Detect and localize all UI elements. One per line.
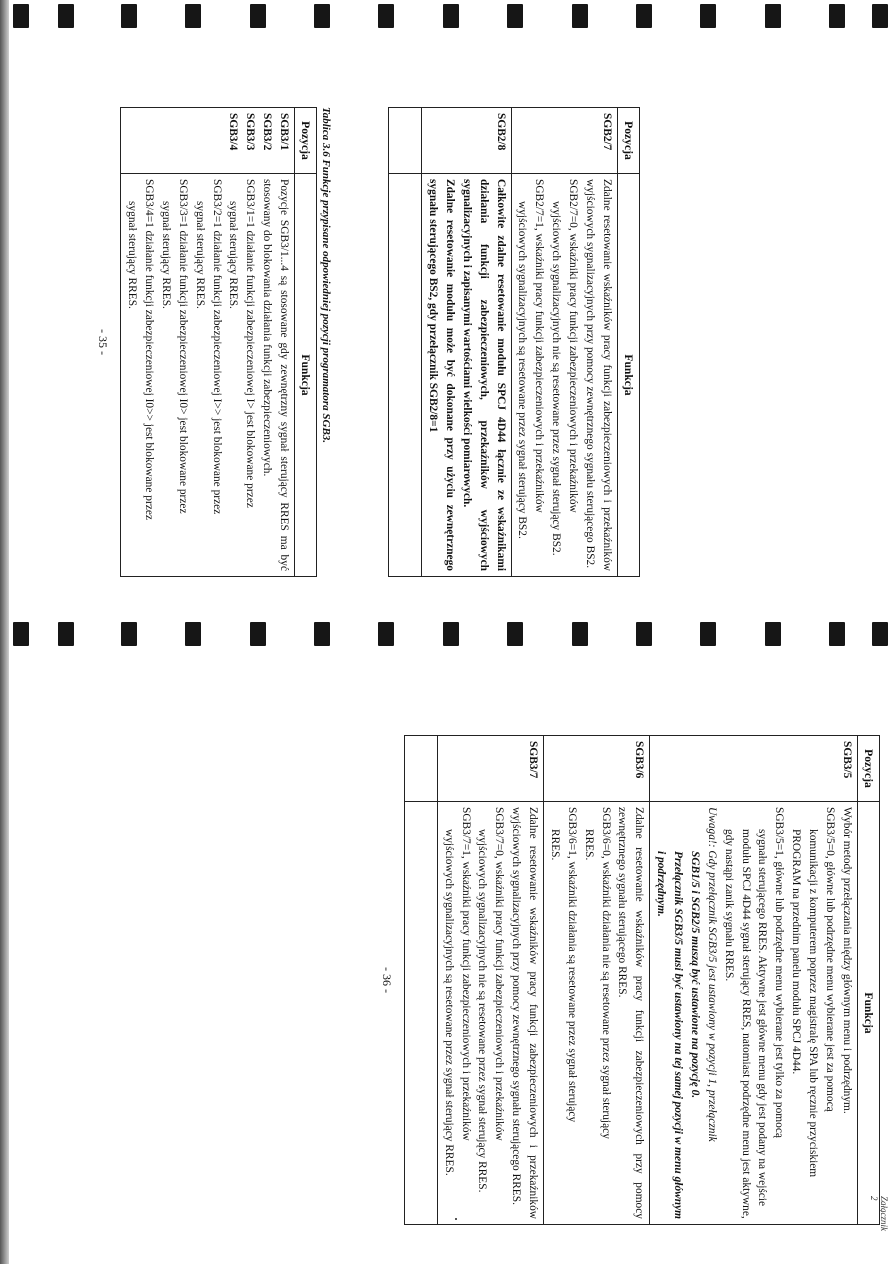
binding-hole <box>700 622 716 646</box>
function-cell <box>422 174 511 577</box>
text-line: Zdalne resetowanie wskaźników pracy funkcji zabezpieczeniowych i przekaźników wyjściowych sygnalizacyjnych przy pomocy zewnętrznego sygnału sterującego BS2. <box>583 179 613 571</box>
text-line: sygnału sterującego RRES. Aktywne jest główne menu gdy jest podany na wejście modułu SPCJ 4D44 sygnał sterujący RRES, natomiast podrzędne menu jest aktywne, gdy nastąpi zanik sygnału RRES. <box>722 829 769 1219</box>
binding-hole <box>314 4 330 28</box>
text-line: wyjściowych sygnalizacyjnych nie są resetowane przez sygnał sterujący RRES. <box>476 829 489 1193</box>
text-line: SGB3/7=0, wskaźniki pracy funkcji zabezpieczeniowych i przekaźników <box>493 807 506 1141</box>
table-row <box>121 108 295 577</box>
table-row <box>544 736 650 1225</box>
text-line: Uwaga!: Gdy przełącznik SGB3/5 jest ustawiony w pozycji 1, przełącznik <box>705 807 718 1142</box>
text-line: Pozycje SGB3/1...4 są stosowane gdy zewnętrzny sygnał sterujący RRES ma być stosowany do blokowania działania funkcji zabezpieczeniowych. <box>261 179 291 571</box>
text-line: SGB3/3=1 działanie funkcji zabezpieczeniowej I0> jest blokowane przez <box>176 179 189 514</box>
binding-hole <box>765 4 781 28</box>
binding-hole <box>765 622 781 646</box>
speck <box>455 1218 457 1220</box>
function-cell <box>650 802 858 1225</box>
binding-hole <box>378 4 394 28</box>
text-line: SGB2/7=1, wskaźniki pracy funkcji zabezpieczeniowych i przekaźników <box>533 179 546 513</box>
function-cell <box>121 174 295 577</box>
position-label: SGB3/2 <box>261 113 274 151</box>
sgb2-table <box>388 107 640 577</box>
empty-row <box>404 736 437 1225</box>
position-cell: SGB3/7 <box>437 736 543 802</box>
binding-holes-top <box>0 4 893 34</box>
text-line: SGB3/6=1, wskaźniki działania są resetowane przez sygnał sterujący <box>565 807 578 1123</box>
text-line: wyjściowych sygnalizacyjnych są resetowane przez sygnał sterujący BS2. <box>516 201 529 539</box>
table-row <box>511 108 617 577</box>
binding-hole <box>58 4 74 28</box>
position-cell: SGB3/6 <box>544 736 650 802</box>
binding-hole <box>700 4 716 28</box>
table-caption: Tablica 3.6 Funkcje przypisane odpowiedniej pozycji programatora SGB3. <box>320 107 333 444</box>
table-row <box>422 108 511 577</box>
binding-hole <box>58 622 74 646</box>
binding-holes-middle <box>0 622 893 652</box>
header-funkcja-2: Funkcja <box>295 174 317 577</box>
position-cell <box>121 108 295 174</box>
function-cell <box>511 174 617 577</box>
page-35 <box>96 107 640 577</box>
binding-hole <box>121 4 137 28</box>
position-cell: SGB3/5 <box>650 736 858 802</box>
text-line: Zdalne resetowanie modułu może być dokonane przy użyciu zewnętrznego sygnału sterującego BS2, gdy przełącznik SGB2/8=1 <box>427 179 456 571</box>
table-row <box>650 736 858 1225</box>
table-row <box>437 736 543 1225</box>
text-line: SGB3/5=1, główne lub podrzędne menu wybierane jest tylko za pomocą <box>773 807 786 1138</box>
empty-cell <box>404 736 437 802</box>
text-line: Zdalne resetowanie wskaźników pracy funkcji zabezpieczeniowych i przekaźników wyjściowych sygnalizacyjnych przy pomocy zewnętrznego sygnału sterującego RRES. <box>510 807 540 1219</box>
binding-hole <box>443 4 459 28</box>
sgb3-table <box>120 107 317 577</box>
sgb3-continued-table <box>404 735 880 1225</box>
function-cell <box>544 802 650 1225</box>
text-line: SGB3/6=0, wskaźniki działania nie są resetowane przez sygnał sterujący <box>599 807 612 1139</box>
empty-cell <box>389 174 422 577</box>
binding-hole <box>314 622 330 646</box>
binding-hole <box>572 4 588 28</box>
header-funkcja: Funkcja <box>617 174 639 577</box>
binding-hole <box>829 4 845 28</box>
text-line: Całkowite zdalne resetowanie modułu SPCJ 4D44 łącznie ze wskaźnikami działania funkcji zabezpieczeniowych, przekaźników wyjściowych sygnalizacyjnych i zapisanymi wartościami wielkości pomiarowych. <box>460 179 507 571</box>
text-line: SGB3/2=1 działanie funkcji zabezpieczeniowej I>> jest blokowane przez <box>210 179 223 515</box>
text-line: SGB3/7=1, wskaźniki pracy funkcji zabezpieczeniowych i przekaźników <box>459 807 472 1141</box>
binding-hole <box>250 622 266 646</box>
text-line: Przełącznik SGB3/5 musi być ustawiony na tej samej pozycji w menu głównym i podrzędnym. <box>655 851 685 1220</box>
binding-hole <box>636 622 652 646</box>
binding-hole <box>443 622 459 646</box>
empty-cell <box>404 802 437 1225</box>
binding-hole <box>572 622 588 646</box>
position-cell: SGB2/8 <box>422 108 511 174</box>
text-line: SGB1/5 i SGB2/5 muszą być ustawione na pozycję 0. <box>688 851 701 1099</box>
sgb3-rows <box>404 736 857 1225</box>
binding-hole <box>250 4 266 28</box>
header-funkcja: Funkcja <box>857 802 879 1225</box>
binding-hole <box>185 4 201 28</box>
text-line: SGB3/5=0, główne lub podrzędne menu wybierane jest za pomocą <box>823 807 836 1112</box>
page-36 <box>120 735 880 1225</box>
text-line: SGB3/1=1 działanie funkcji zabezpieczeniowej I> jest blokowane przez <box>244 179 257 508</box>
binding-hole <box>507 622 523 646</box>
position-cell: SGB2/7 <box>511 108 617 174</box>
binding-hole <box>378 622 394 646</box>
empty-row <box>389 108 422 577</box>
text-line: sygnał sterujący RRES. <box>159 201 172 309</box>
binding-hole <box>829 622 845 646</box>
text-line: RRES. <box>548 829 561 861</box>
function-cell <box>437 802 543 1225</box>
page-number: - 36 - <box>379 967 394 993</box>
text-line: sygnał sterujący RRES. <box>193 201 206 309</box>
text-line: Zdalne resetowanie wskaźników pracy funkcji zabezpieczeniowych przy pomocy zewnętrznego sygnału sterującego RRES. <box>616 807 646 1219</box>
binding-hole <box>121 622 137 646</box>
position-label: SGB3/3 <box>244 113 257 151</box>
text-line: wyjściowych sygnalizacyjnych są resetowane przez sygnał sterujący RRES. <box>442 829 455 1176</box>
binding-hole <box>13 622 29 646</box>
binding-hole <box>507 4 523 28</box>
text-line: wyjściowych sygnalizacyjnych nie są resetowane przez sygnał sterujący BS2. <box>550 201 563 556</box>
binding-hole <box>185 622 201 646</box>
text-line: RRES. <box>582 829 595 861</box>
text-line: komunikacji z komputerem poprzez magistralę SPA lub ręcznie przyciskiem PROGRAM na przednim panelu modułu SPCJ 4D44. <box>790 829 820 1178</box>
binding-hole <box>636 4 652 28</box>
text-line: SGB2/7=0, wskaźniki pracy funkcji zabezpieczeniowych i przekaźników <box>567 179 580 513</box>
text-line: SGB3/4=1 działanie funkcji zabezpieczeniowej I0>> jest blokowane przez <box>143 179 156 520</box>
text-line: Wybór metody przełączania między głównym menu i podrzędnym. <box>840 807 853 1114</box>
position-label: SGB3/1 <box>278 113 291 151</box>
header-pozycja: Pozycja <box>617 108 639 174</box>
text-line: sygnał sterujący RRES. <box>126 201 139 309</box>
position-label: SGB3/4 <box>227 113 240 151</box>
binding-hole <box>872 4 888 28</box>
corner-note: Załącznik 2 <box>869 1196 889 1231</box>
page-number: - 35 - <box>96 329 111 355</box>
text-line: sygnał sterujący RRES. <box>227 201 240 309</box>
empty-cell <box>389 108 422 174</box>
sgb2-rows <box>389 108 618 577</box>
binding-hole <box>872 622 888 646</box>
header-pozycja-2: Pozycja <box>295 108 317 174</box>
header-pozycja: Pozycja <box>857 736 879 802</box>
binding-hole <box>13 4 29 28</box>
